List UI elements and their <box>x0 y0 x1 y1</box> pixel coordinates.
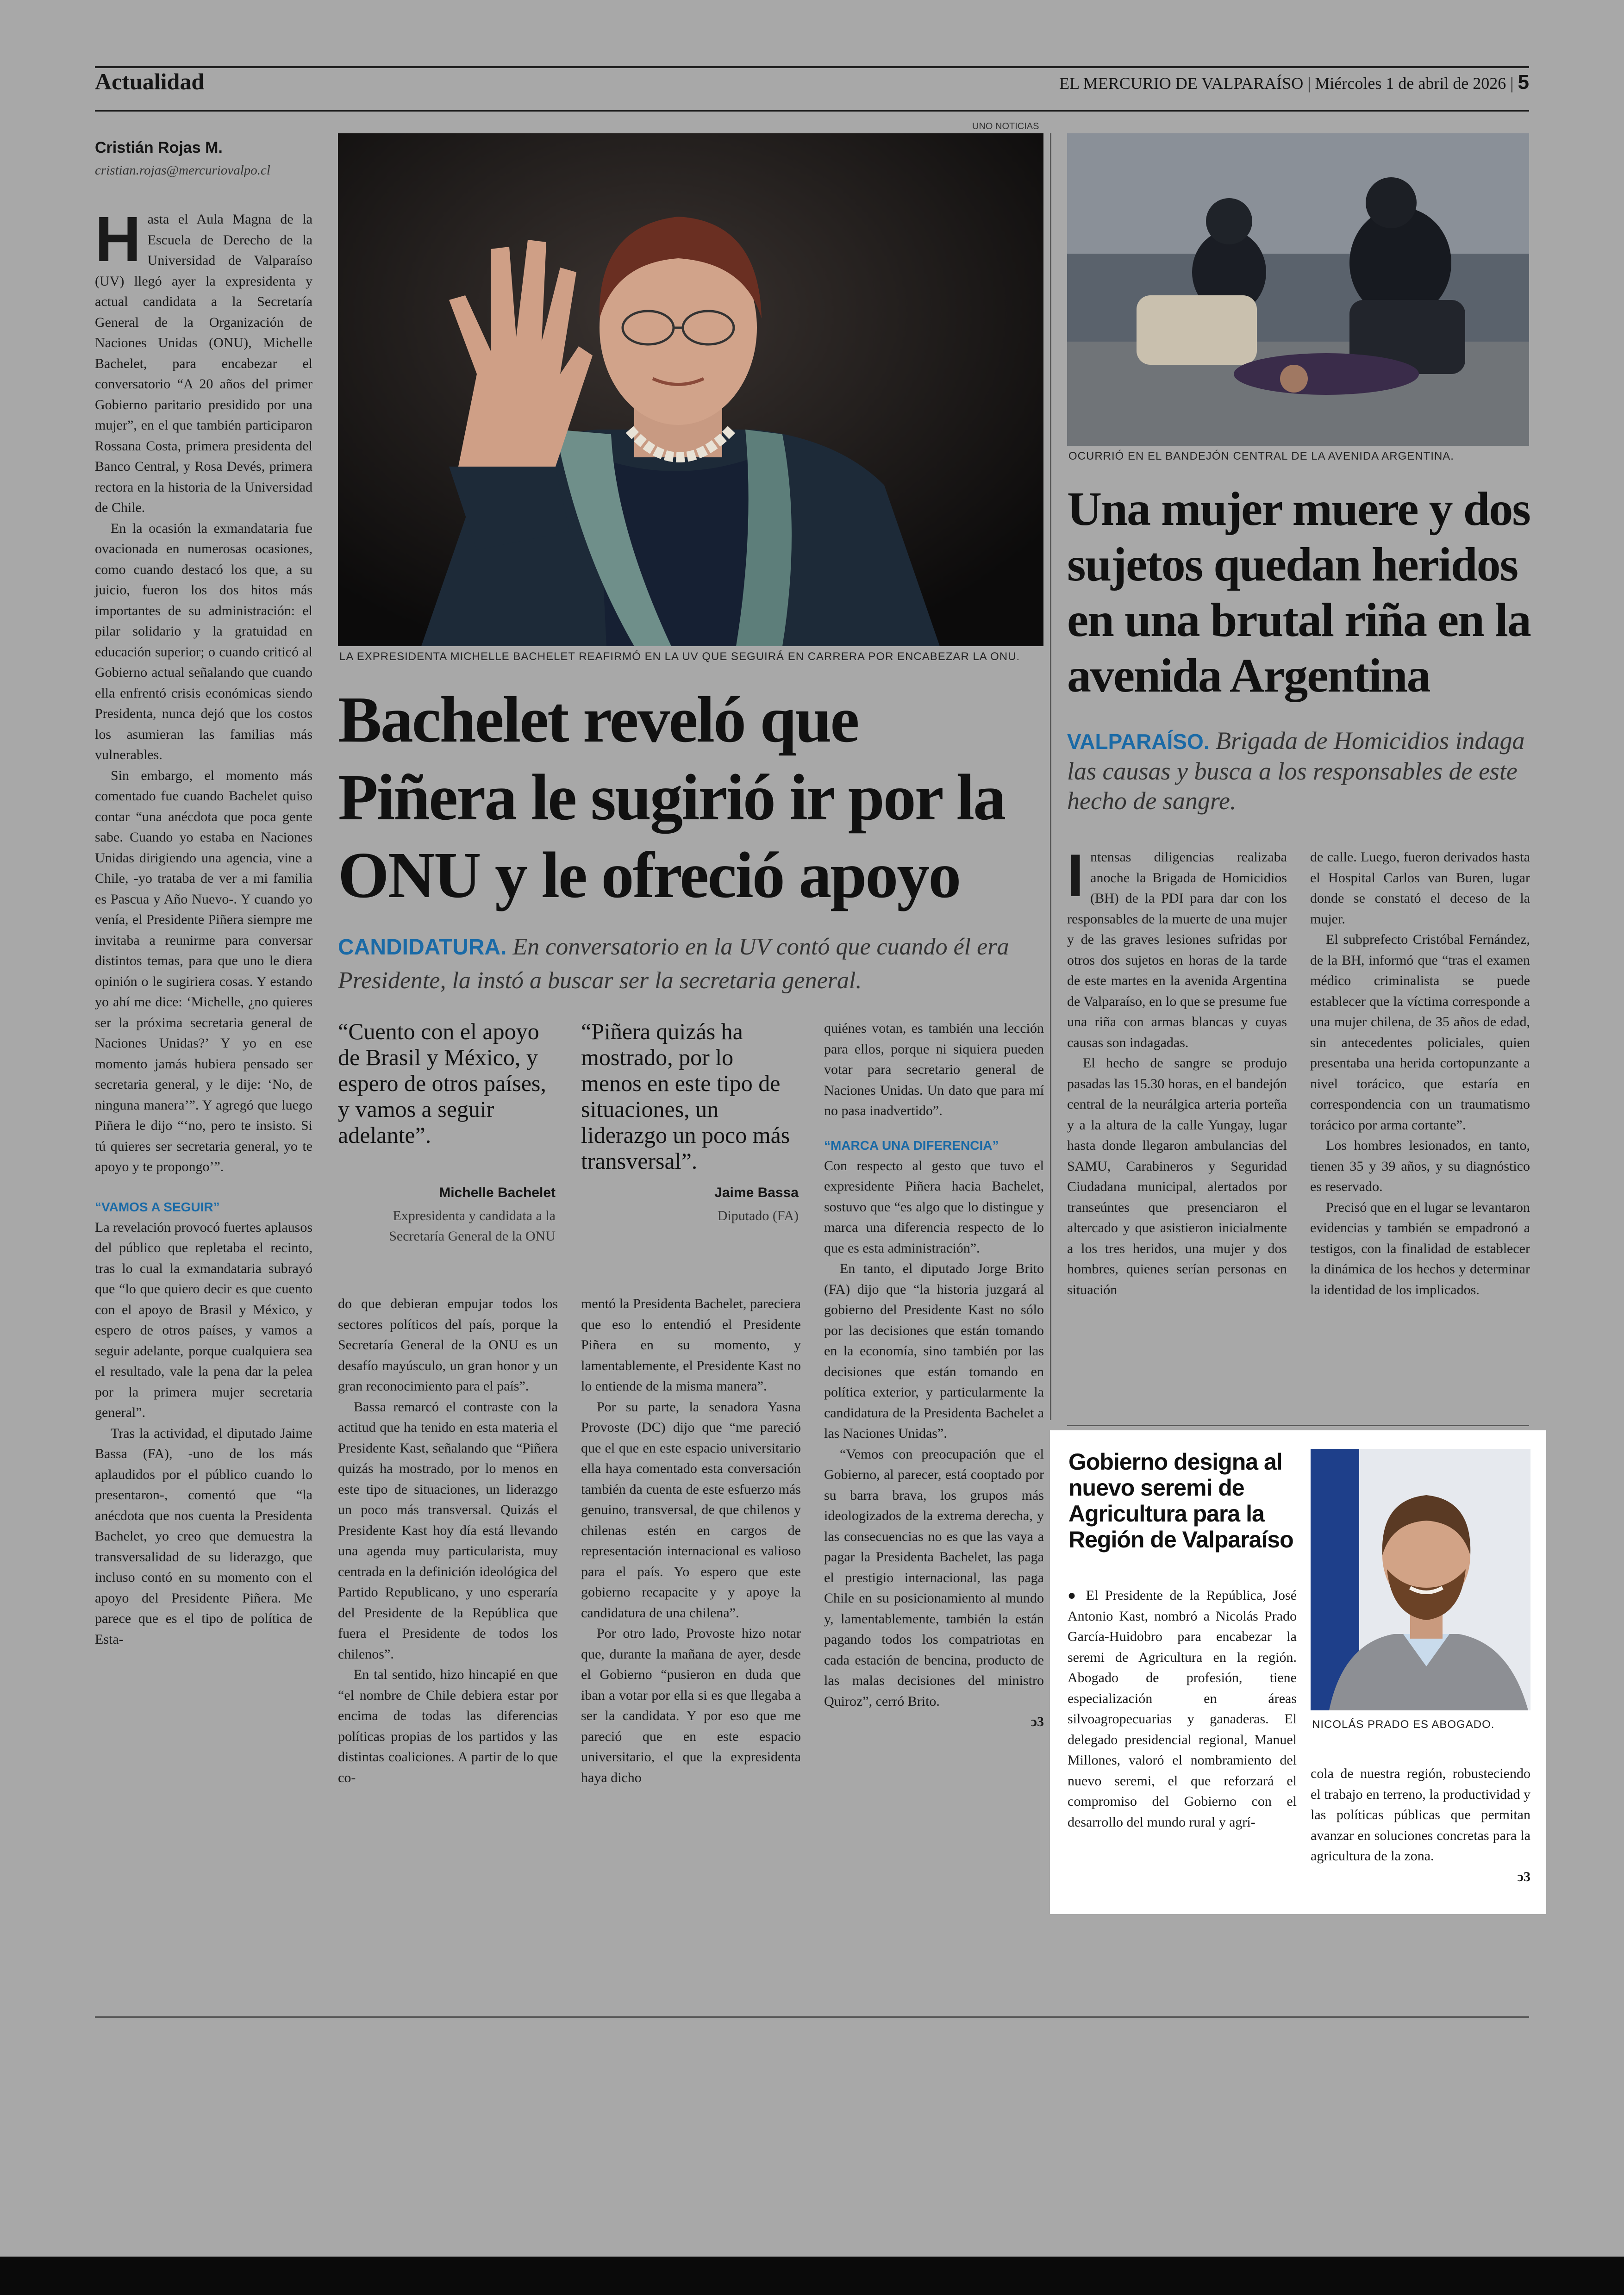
bachelet-photo <box>338 133 1043 646</box>
column-divider <box>1050 133 1051 1420</box>
subhead-vamos-a-seguir: “VAMOS A SEGUIR” <box>95 1199 220 1214</box>
end-mark: ↄ3 <box>1031 1714 1044 1729</box>
main-deck <box>338 930 1046 998</box>
section-title: Actualidad <box>95 69 205 94</box>
page-number: 5 <box>1518 71 1529 94</box>
paragraph: Tras la actividad, el diputado Jaime Bassa (FA), -uno de los más aplaudidos por el público cuando lo presentaron-, comentó que “la anécdota que nos cuenta la Presidenta Bachelet, yo creo que demuestra la transversalidad de su liderazgo, que incluso contó en su momento con el apoyo del Presidente Piñera. Me parece que es el tipo de política de Esta- <box>95 1425 312 1647</box>
paragraph: Por otro lado, Provoste hizo notar que, durante la mañana de ayer, desde el Gobierno “pusieron en duda que iban a votar por ella si es que llegaba a ser la candidata. Y por eso que me pareció que en este espacio universitario, el que la expresidenta haya dicho <box>581 1626 801 1785</box>
crime-deck-text: Brigada de Homicidios indaga las causas y busca a los responsables de este hecho de sangre. <box>1067 727 1525 815</box>
crime-deck <box>1067 726 1530 816</box>
page-bottom-rule <box>95 2016 1529 2018</box>
crime-headline: Una mujer muere y dos sujetos quedan heridos en una brutal riña en la avenida Argentina <box>1067 482 1530 702</box>
brief-end-mark: ↄ3 <box>1517 1869 1530 1884</box>
pull-quote-bassa: “Piñera quizás ha mostrado, por lo menos en este tipo de situaciones, un liderazgo un poco más transversal”. <box>581 1018 790 1174</box>
header-rule-top <box>95 66 1529 68</box>
photo-credit: UNO NOTICIAS <box>972 121 1039 131</box>
bachelet-photo-illustration <box>338 133 1043 646</box>
crime-scene-illustration <box>1067 133 1529 446</box>
crime-story-column-2 <box>1310 847 1530 1300</box>
header-rule-bottom <box>95 110 1529 112</box>
paragraph: Con respecto al gesto que tuvo el expresidente Piñera hacia Bachelet, sostuvo que “es algo que lo distingue y marca una diferencia respecto de lo que es esta administración”. <box>824 1158 1044 1256</box>
brief-column-1 <box>1068 1585 1297 1833</box>
prado-photo-caption: NICOLÁS PRADO ES ABOGADO. <box>1312 1718 1495 1731</box>
brief-text: El Presidente de la República, José Antonio Kast, nombró a Nicolás Prado García-Huidobro para encabezar la seremi de Agricultura en la región. Abogado de profesión, tiene especialización en áreas silvoagropecuarias y ganaderas. El delegado presidencial regional, Manuel Millones, valoró el nombramiento del nuevo seremi, el que reforzará el compromiso del Gobierno con el desarrollo del mundo rural y agrí- <box>1068 1588 1297 1830</box>
paragraph: Bassa remarcó el contraste con la actitud que ha tenido en esta materia el Presidente Kast, señalando que “Piñera quizás ha mostrado, por lo menos en este tipo de situaciones, un liderazgo un poco más transversal. Quizás el Presidente Kast hoy día está llevando una agenda muy particularista, muy centrada en la definición ideológica del Partido Republicano, y uno esperaría del Presidente de la República que fuera el Presidente de todos los chilenos”. <box>338 1399 558 1662</box>
main-deck-text: En conversatorio en la UV contó que cuando él era Presidente, la instó a buscar ser la secretaria general. <box>338 934 1009 994</box>
paragraph: En tanto, el diputado Jorge Brito (FA) dijo que “la historia juzgará al gobierno del Presidente Kast no sólo por las decisiones que están tomando en la economía, sino también por las decisiones que están tomando en política exterior, y particularmente la candidatura de la Presidenta Bachelet a las Naciones Unidas”. <box>824 1261 1044 1441</box>
paragraph: El subprefecto Cristóbal Fernández, de la BH, informó que “tras el examen médico criminalista se puede establecer que la víctima corresponde a una mujer chilena, de 35 años de edad, sin antecedentes policiales, quien presentaba una herida cortopunzante a nivel torácico, que estaría en correspondencia con un traumatismo torácico por arma cortante”. <box>1310 932 1530 1133</box>
drop-cap: H <box>95 204 141 275</box>
brief-headline: Gobierno designa al nuevo seremi de Agricultura para la Región de Valparaíso <box>1068 1449 1293 1553</box>
crime-drop-cap: I <box>1067 842 1084 909</box>
paragraph: Precisó que en el lugar se levantaron evidencias y también se empadronó a testigos, con la finalidad de establecer la dinámica de los hechos y determinar la identidad de los implicados. <box>1310 1199 1530 1297</box>
screen-bottom-bar <box>0 2257 1624 2295</box>
byline: Cristián Rojas M. <box>95 139 223 156</box>
byline-email: cristian.rojas@mercuriovalpo.cl <box>95 163 270 178</box>
quote-role-bachelet: Expresidenta y candidata a la Secretaría General de la ONU <box>389 1208 556 1244</box>
paragraph: de calle. Luego, fueron derivados hasta el Hospital Carlos van Buren, lugar donde se constató el deceso de la mujer. <box>1310 849 1530 927</box>
main-story-column-2 <box>338 1294 558 1788</box>
prado-portrait <box>1311 1449 1530 1710</box>
crime-bottom-rule <box>1067 1425 1529 1426</box>
paragraph: Sin embargo, el momento más comentado fue cuando Bachelet quiso contar “una anécdota que poca gente sabe. Cuando yo estaba en Naciones Unidas dirigiendo una agencia, vine a Chile, -yo trataba de ver a mi familia es Pascua y Año Nuevo-. Y cuando yo venía, el Presidente Piñera siempre me invitaba a reunirme para conversar distintos temas, para que uno le diera opinión o le sugiriera cosas. Y estando yo ahí me dice: ‘Michelle, ¿no quieres ser la próxima secretaria general de Naciones Unidas?’ Y yo en ese momento jamás hubiera pensado ser secretaria general, y le dije: ‘No, de ninguna manera’”. Y agregó que luego Piñera le dijo “‘no, pero te insisto. Si tú quieres ser secretaria general, yo te apoyo y te propongo’”. <box>95 767 312 1174</box>
paragraph: “Vemos con preocupación que el Gobierno, al parecer, está cooptado por su barra brava, los grupos más ideologizados de la extrema derecha, y las consecuencias no es que las vaya a pagar la Presidenta Bachelet, las paga el prestigio internacional, las paga Chile en su posicionamiento al mundo y, lamentablemente, también la están pagando todos los compatriotas en cada estación de bencina, producto de las malas decisiones del ministro Quiroz”, cerró Brito. <box>824 1446 1044 1709</box>
main-story-column-3 <box>581 1294 801 1788</box>
paragraph: En tal sentido, hizo hincapié en que “el nombre de Chile debiera estar por encima de todas las diferencias políticas propias de los partidos y las distintas coaliciones. A partir de lo que co- <box>338 1667 558 1785</box>
paragraph: mentó la Presidenta Bachelet, pareciera que eso lo entendió el Presidente Piñera en su momento, y lamentablemente, el Presidente Kast no lo entiende de la misma manera”. <box>581 1296 801 1394</box>
brief-bullet: ● <box>1068 1588 1080 1603</box>
issue-date: Miércoles 1 de abril de 2026 <box>1315 74 1506 93</box>
main-headline: Bachelet reveló que Piñera le sugirió ir por la ONU y le ofreció apoyo <box>338 683 1005 911</box>
paragraph: Los hombres lesionados, en tanto, tienen 35 y 39 años, y su diagnóstico es reservado. <box>1310 1138 1530 1194</box>
quote-author-bassa: Jaime Bassa <box>714 1185 799 1200</box>
crime-story-column-1 <box>1067 842 1287 1300</box>
paragraph: asta el Aula Magna de la Escuela de Derecho de la Universidad de Valparaíso (UV) llegó ayer la expresidenta y actual candidata a la Secretaría General de la Organización de Naciones Unidas (ONU), Michelle Bachelet, para encabezar el conversatorio “A 20 años del primer Gobierno paritario presidido por una mujer”, en el que también participaron Rossana Costa, primera presidenta del Banco Central, y Rosa Devés, primera rectora en la historia de la Universidad de Chile. <box>95 212 312 515</box>
main-story-column-4 <box>824 1018 1044 1733</box>
pull-quote-bachelet: “Cuento con el apoyo de Brasil y México, y espero de otros países, y vamos a seguir adelante”. <box>338 1018 546 1148</box>
paragraph: Por su parte, la senadora Yasna Provoste (DC) dijo que “me pareció que el que en este espacio universitario ella haya comentado esta conversación también da cuenta de este esfuerzo más genuino, transversal, de que chilenos y chilenas estén en cargos de representación internacional es valioso para el país. Yo espero que este gobierno recapacite y y apoye la candidatura de una chilena”. <box>581 1399 801 1621</box>
paragraph: do que debieran empujar todos los sectores políticos del país, porque la Secretaría General de la ONU es un desafío mayúsculo, un gran honor y un gran reconocimiento para el país”. <box>338 1296 558 1394</box>
crime-scene-photo <box>1067 133 1529 446</box>
quote-author-bachelet: Michelle Bachelet <box>439 1185 556 1200</box>
crime-kicker: VALPARAÍSO. <box>1067 730 1210 754</box>
main-story-column-1 <box>95 204 312 1650</box>
subhead-marca-una-diferencia: “MARCA UNA DIFERENCIA” <box>824 1138 999 1153</box>
brief-column-2 <box>1311 1764 1530 1887</box>
crime-photo-caption: OCURRIÓ EN EL BANDEJÓN CENTRAL DE LA AVENIDA ARGENTINA. <box>1068 450 1454 462</box>
paragraph: ntensas diligencias realizaba anoche la Brigada de Homicidios (BH) de la PDI para dar con los responsables de la muerte de una mujer y de las graves lesiones sufridas por otros dos sujetos en horas de la tarde de este martes en la avenida Argentina de Valparaíso, en lo que se presume fue una riña con armas blancas y cuyas causas son indagadas. <box>1067 849 1287 1050</box>
paragraph: El hecho de sangre se produjo pasadas las 15.30 horas, en el bandejón central de la neurálgica arteria porteña y a la altura de la calle Yungay, lugar hasta donde llegaron ambulancias del SAMU, Carabineros y Seguridad Ciudadana municipal, alertados por transeúntes que presenciaron el altercado y que asistieron inicialmente a los tres heridos, una mujer y dos hombres, quienes serían personas en situación <box>1067 1055 1287 1297</box>
main-kicker: CANDIDATURA. <box>338 935 507 960</box>
quote-role-bassa: Diputado (FA) <box>717 1208 799 1223</box>
masthead-line: EL MERCURIO DE VALPARAÍSO | Miércoles 1 de abril de 2026 | 5 <box>1059 71 1529 94</box>
bachelet-photo-caption: LA EXPRESIDENTA MICHELLE BACHELET REAFIRMÓ EN LA UV QUE SEGUIRÁ EN CARRERA POR ENCABEZAR LA ONU. <box>339 650 1020 663</box>
brief-box <box>1050 1430 1546 1914</box>
paragraph: En la ocasión la exmandataria fue ovacionada en numerosas ocasiones, como cuando destacó los que, a su juicio, fueron los dos hitos más importantes de su administración: el pilar solidario y la gratuidad en educación superior; o cuando criticó al Gobierno actual señalando que cuando ella enfrentó crisis económicas siendo Presidenta, nunca dejó que los costos los asumieran las familias más vulnerables. <box>95 520 312 762</box>
paragraph: quiénes votan, es también una lección para ellos, porque ni siquiera pueden votar para secretario general de Naciones Unidas. Un dato que para mí no pasa inadvertido”. <box>824 1021 1044 1118</box>
masthead: EL MERCURIO DE VALPARAÍSO <box>1059 74 1304 93</box>
paragraph: La revelación provocó fuertes aplausos del público que repletaba el recinto, tras lo cual la exmandataria subrayó que “lo que quiero decir es que cuento con el apoyo de Brasil y México, y espero de otros países, y vamos a seguir adelante, porque cualquiera sea el resultado, vale la pena dar la pelea por la primera mujer secretaria general”. <box>95 1219 312 1420</box>
brief-text-continued: cola de nuestra región, robusteciendo el trabajo en terreno, la productividad y las políticas públicas que permitan avanzar en soluciones concretas para la agricultura de la zona. <box>1311 1766 1530 1864</box>
prado-photo <box>1311 1449 1530 1710</box>
